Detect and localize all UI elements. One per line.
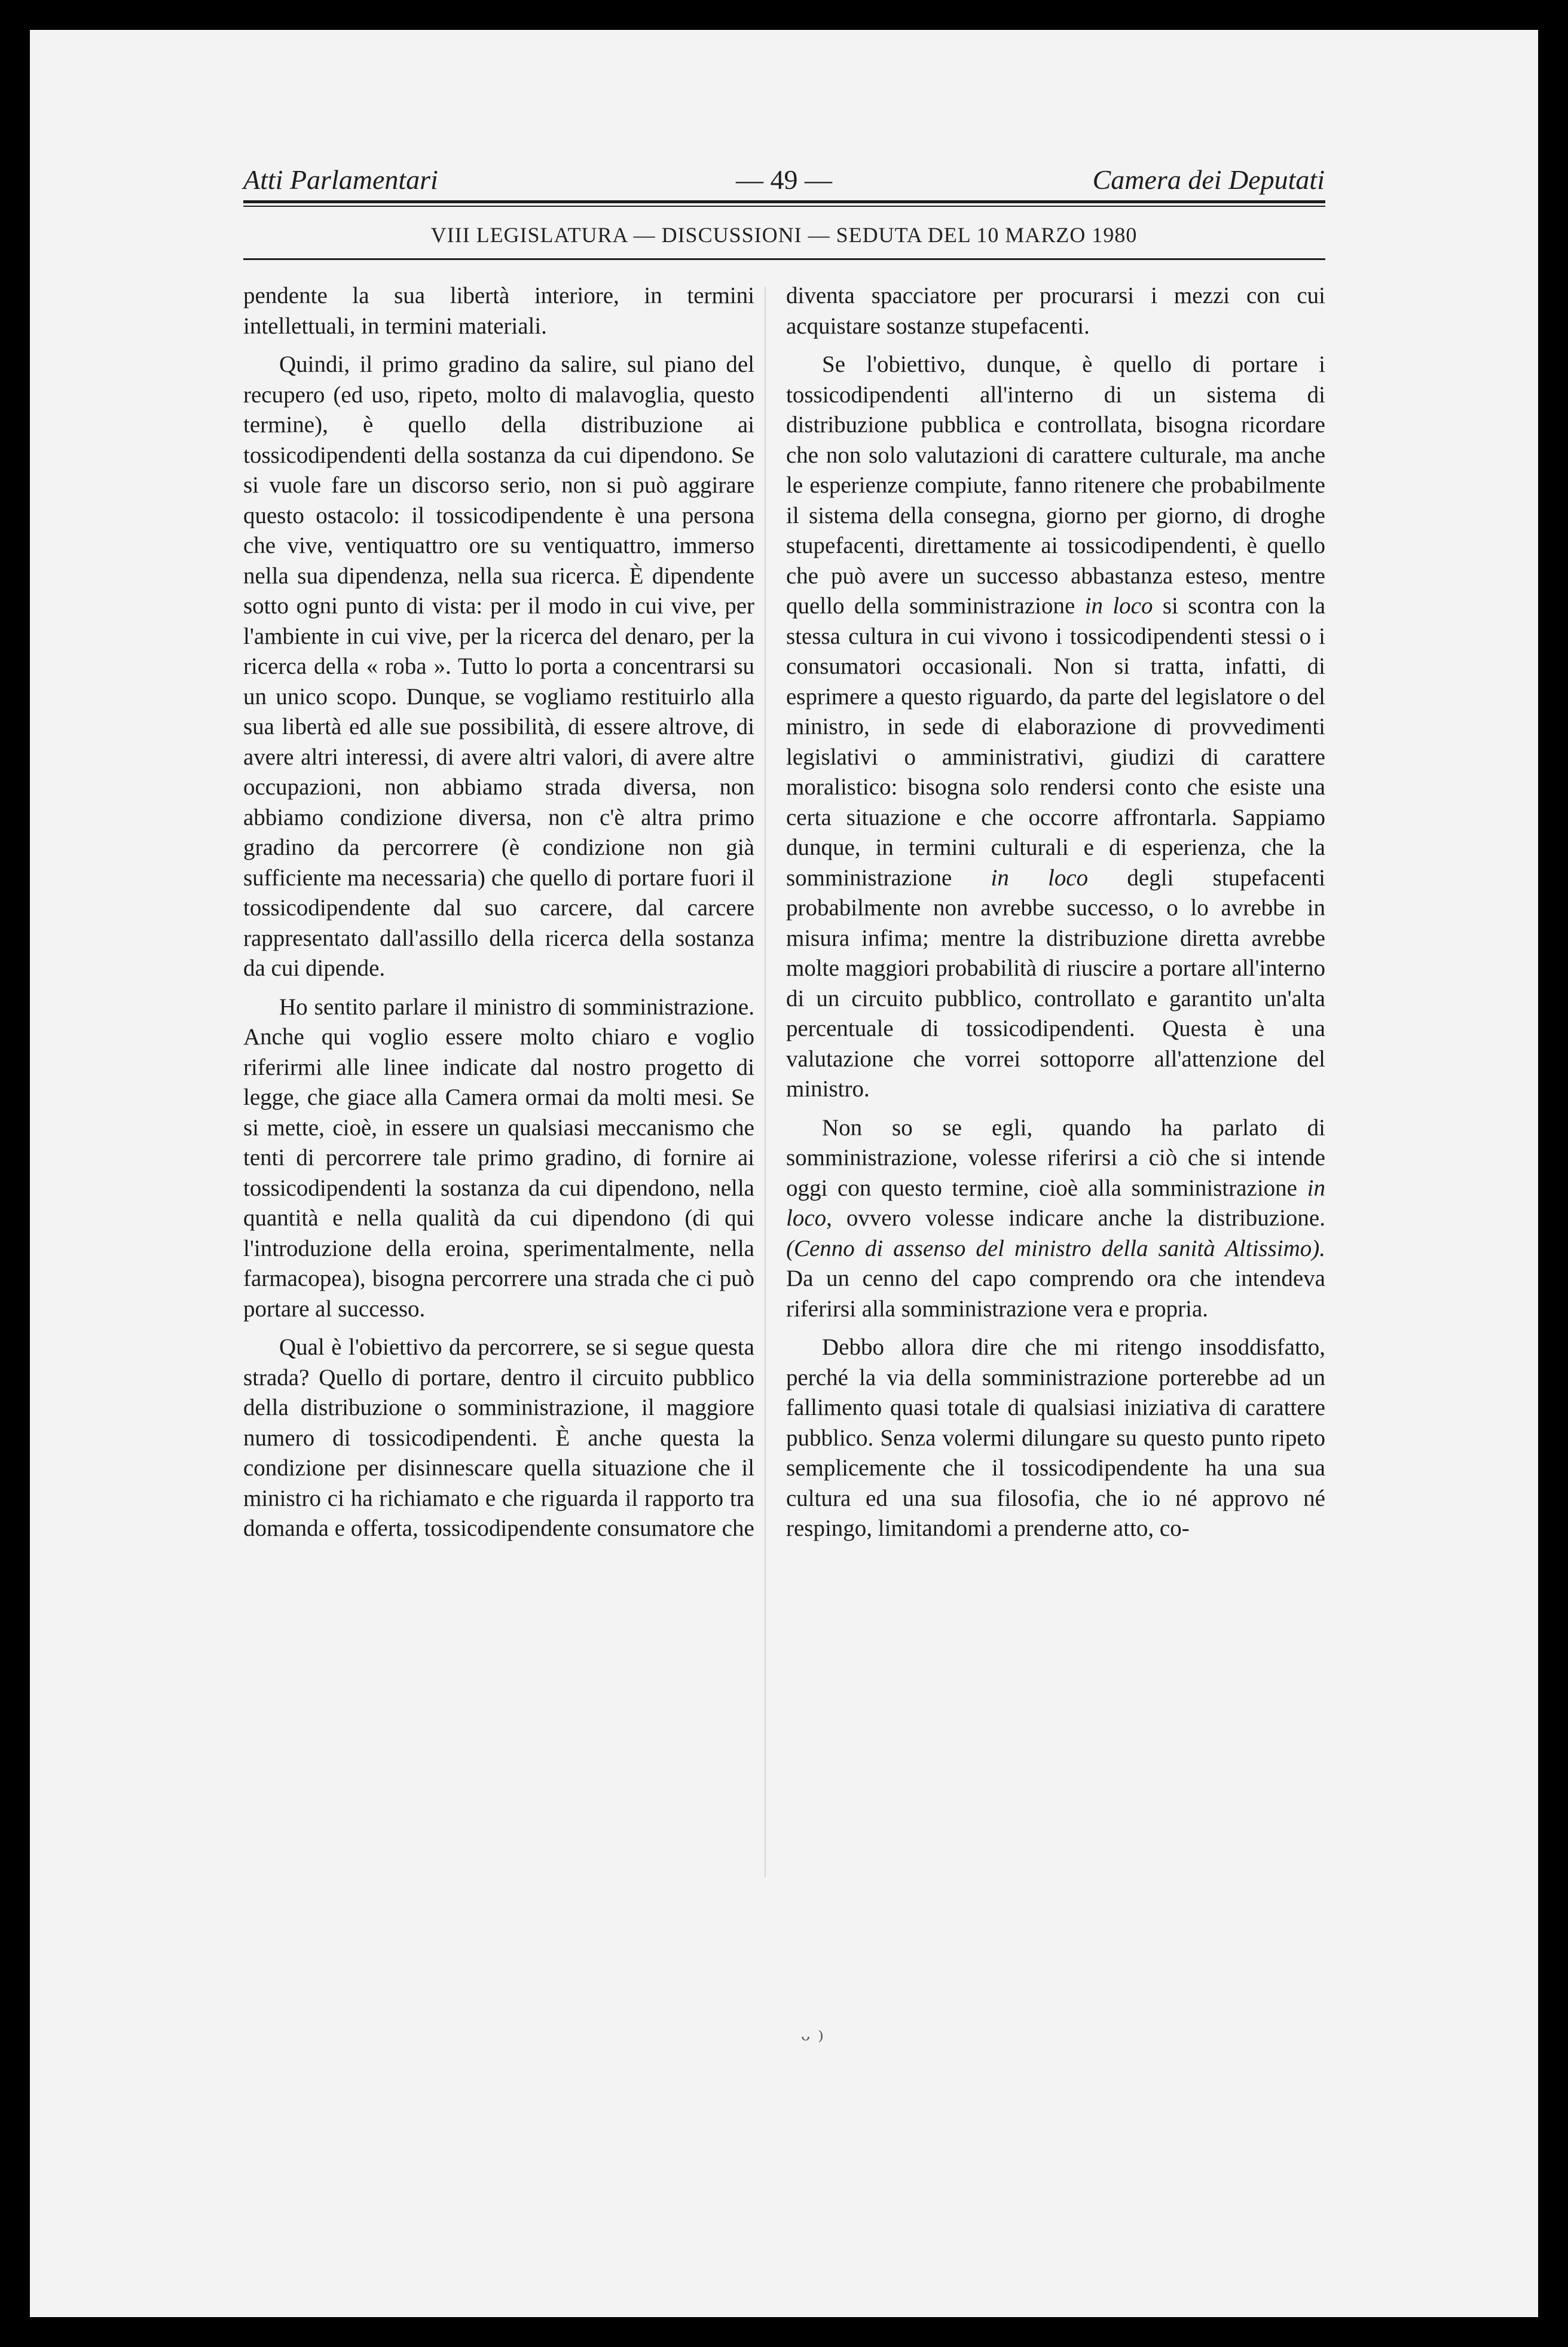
text-run: degli stupefacenti probabilmente non avrebbe successo, o lo avrebbe in misura infima; mentre la distribuzione diretta avrebbe molte maggiori probabilità di riuscire a portare all'interno di un circuito pubblico, controllato e garantito un'alta percentuale di tossicodipendenti. Questa è una valutazione che vorrei sottoporre all'attenzione del ministro. bbox=[786, 864, 1325, 1102]
subheader-rule bbox=[243, 258, 1325, 260]
page-number: — 49 — bbox=[736, 164, 832, 195]
text-run: Da un cenno del capo comprendo ora che intendeva riferirsi alla somministrazione vera e propria. bbox=[786, 1266, 1325, 1322]
paragraph: pendente la sua libertà interiore, in termini intellettuali, in termini materiali. bbox=[243, 283, 754, 339]
paragraph bbox=[786, 1113, 1325, 1325]
header-rule-thick bbox=[243, 200, 1325, 203]
document-page bbox=[30, 30, 1538, 2317]
session-subheader: VIII LEGISLATURA — DISCUSSIONI — SEDUTA DEL 10 MARZO 1980 bbox=[430, 223, 1138, 247]
paragraph: Qual è l'obiettivo da percorrere, se si segue questa strada? Quello di portare, dentro il circuito pubblico della distribuzione o somministrazione, il maggiore numero di tossicodipendenti. È anche questa la condizione per disinnescare quella situazione che il ministro ci ha richiamato e che riguarda il rapporto tra domanda e offerta, tossicodipendente consumatore che bbox=[243, 1334, 754, 1541]
text-run: Se l'obiettivo, dunque, è quello di portare i tossicodipendenti all'interno di un sistema di distribuzione pubblica e controllata, bisogna ricordare che non solo valutazioni di carattere culturale, ma anche le esperienze compiute, fanno ritenere che probabilmente il sistema della consegna, giorno per giorno, di droghe stupefacenti, direttamente ai tossicodipendenti, è quello che può avere un successo abbastanza esteso, mentre quello della somministrazione bbox=[786, 352, 1325, 619]
paragraph: Debbo allora dire che mi ritengo insoddisfatto, perché la via della somministrazione porterebbe ad un fallimento quasi totale di qualsiasi iniziativa di carattere pubblico. Senza volermi dilungare su questo punto ripeto semplicemente che il tossicodipendente ha una sua cultura ed una sua filosofia, che io né approvo né respingo, limitandomi a prenderne atto, co- bbox=[786, 1334, 1325, 1541]
paragraph: diventa spacciatore per procurarsi i mezzi con cui acquistare sostanze stupefacenti. bbox=[786, 283, 1325, 339]
header-rule-thin bbox=[243, 206, 1325, 207]
header-right-title: Camera dei Deputati bbox=[1092, 164, 1325, 195]
header-left-title: Atti Parlamentari bbox=[243, 164, 438, 195]
right-column bbox=[786, 281, 1325, 1553]
paragraph: Quindi, il primo gradino da salire, sul piano del recupero (ed uso, ripeto, molto di malavoglia, questo termine), è quello della distribuzione ai tossicodipendenti della sostanza da cui dipendono. Se si vuole fare un discorso serio, non si può aggirare questo ostacolo: il tossicodipendente è una persona che vive, ventiquattro ore su ventiquattro, immerso nella sua dipendenza, nella sua ricerca. È dipendente sotto ogni punto di vista: per il modo in cui vive, per l'ambiente in cui vive, per la ricerca del denaro, per la ricerca della « roba ». Tutto lo porta a concentrarsi su un unico scopo. Dunque, se vogliamo restituirlo alla sua libertà ed alle sue possibilità, di essere altrove, di avere altri interessi, di avere altri valori, di avere altre occupazioni, non abbiamo strada diversa, non abbiamo condizione diversa, non c'è altra primo gradino da percorrere (è condizione non già sufficiente ma necessaria) che quello di portare fuori il tossicodipendente dal suo carcere, dal carcere rappresentato dall'assillo della ricerca della sostanza da cui dipende. bbox=[243, 352, 754, 981]
pencil-mark: ᵕ ⁾ bbox=[801, 2027, 824, 2054]
column-separator bbox=[765, 287, 766, 1877]
italic-run: in loco bbox=[1084, 593, 1153, 619]
italic-run: (Cenno di assenso del ministro della sanità Altissimo). bbox=[786, 1235, 1325, 1261]
text-run: si scontra con la stessa cultura in cui vivono i tossicodipendenti stessi o i consumatori occasionali. Non si tratta, infatti, di esprimere a questo riguardo, da parte del legislatore o del ministro, in sede di elaborazione di provvedimenti legislativi o amministrativi, giudizi di carattere moralistico: bisogna solo rendersi conto che esiste una certa situazione e che occorre affrontarla. Sappiamo dunque, in termini culturali e di esperienza, che la somministrazione bbox=[786, 593, 1326, 891]
paragraph: Ho sentito parlare il ministro di somministrazione. Anche qui voglio essere molto chiaro e voglio riferirmi alle linee indicate dal nostro progetto di legge, che giace alla Camera ormai da molti mesi. Se si mette, cioè, in essere un qualsiasi meccanismo che tenti di percorrere tale primo gradino, di fornire ai tossicodipendenti la sostanza da cui dipendono, nella quantità e nella qualità da cui dipendono (di qui l'introduzione della eroina, sperimentalmente, nella farmacopea), bisogna percorrere una strada che ci può portare al successo. bbox=[243, 994, 754, 1322]
text-run: Non so se egli, quando ha parlato di somministrazione, volesse riferirsi a ciò che si intende oggi con questo termine, cioè alla somministrazione bbox=[786, 1114, 1325, 1201]
left-column bbox=[243, 281, 754, 1553]
italic-run: in loco bbox=[786, 1175, 1325, 1231]
paragraph bbox=[786, 350, 1325, 1105]
italic-run: in loco bbox=[991, 864, 1089, 891]
text-run: , ovvero volesse indicare anche la distribuzione. bbox=[826, 1205, 1325, 1231]
